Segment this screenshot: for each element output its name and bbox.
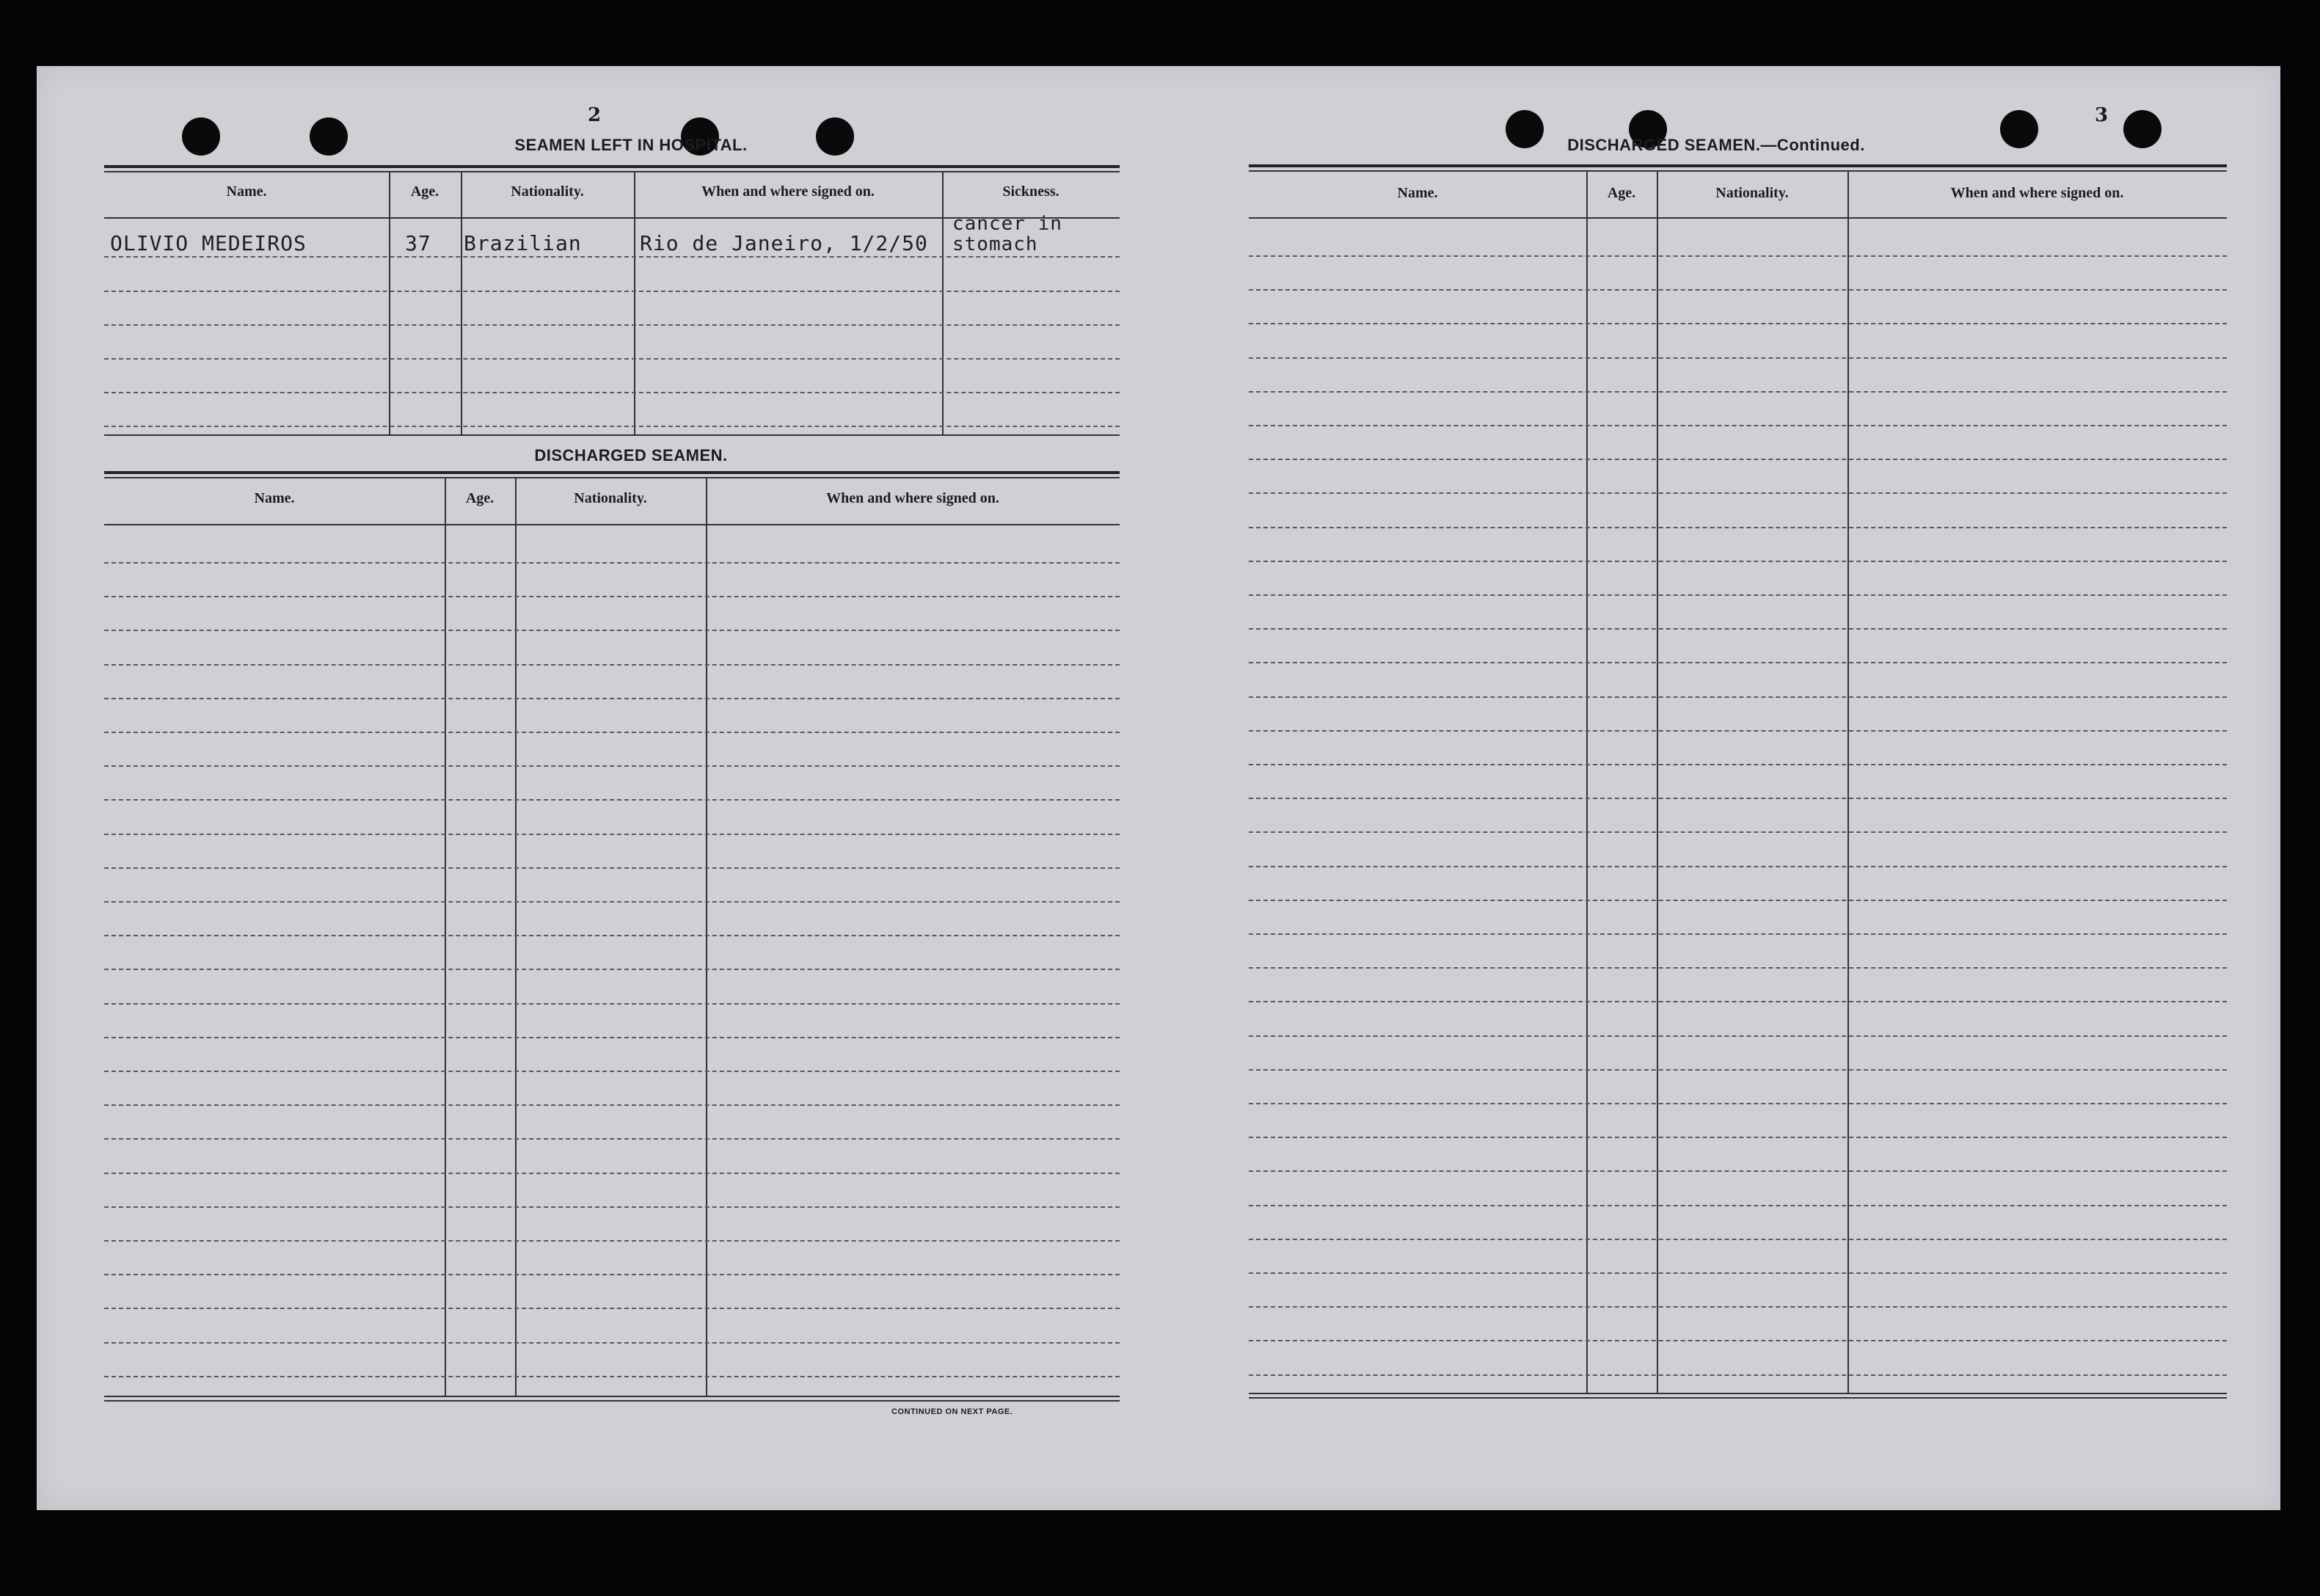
- col-header-sickness: Sickness.: [1002, 183, 1059, 200]
- row-line: [1249, 255, 2227, 257]
- ledger-sheet: [37, 66, 2280, 1510]
- row-line: [104, 834, 1120, 835]
- row-line: [104, 1240, 1120, 1242]
- row-line: [104, 562, 1120, 564]
- left-page: [37, 66, 1159, 1510]
- row-line: [1249, 1239, 2227, 1240]
- row-line: [1249, 1170, 2227, 1172]
- row-line: [1249, 831, 2227, 833]
- row-line: [1249, 527, 2227, 528]
- punch-hole: [2000, 110, 2038, 148]
- row-line: [104, 1376, 1120, 1377]
- row-line: [1249, 594, 2227, 596]
- entry-nationality: Brazilian: [464, 231, 582, 255]
- row-line: [104, 1308, 1120, 1309]
- row-line: [1249, 933, 2227, 935]
- punch-hole: [2123, 110, 2162, 148]
- row-line: [104, 324, 1120, 326]
- row-line: [1249, 1001, 2227, 1002]
- row-line: [1249, 1306, 2227, 1308]
- entry-age: 37: [405, 231, 431, 255]
- row-line: [104, 1037, 1120, 1038]
- section-title-discharged: DISCHARGED SEAMEN.: [534, 446, 728, 464]
- column-divider: [1847, 172, 1849, 1393]
- column-divider: [942, 172, 944, 435]
- column-divider: [1657, 172, 1658, 1393]
- row-line: [104, 1342, 1120, 1344]
- column-divider: [706, 478, 707, 1396]
- header-underline: [104, 524, 1120, 525]
- col-header-signed-on: When and where signed on.: [701, 183, 875, 200]
- row-line: [104, 291, 1120, 292]
- page-number: 3: [2094, 104, 2109, 126]
- row-line: [104, 1104, 1120, 1106]
- table-top-rule: [104, 471, 1120, 474]
- row-line: [104, 765, 1120, 767]
- row-line: [104, 732, 1120, 733]
- row-line: [104, 1173, 1120, 1174]
- continued-note: CONTINUED ON NEXT PAGE.: [891, 1407, 1013, 1416]
- row-line: [1249, 798, 2227, 799]
- col-header-nationality: Nationality.: [1715, 185, 1789, 201]
- table-bottom-rule: [1249, 1397, 2227, 1399]
- col-header-signed-on: When and where signed on.: [1950, 185, 2124, 201]
- row-line: [1249, 900, 2227, 901]
- row-line: [1249, 1035, 2227, 1037]
- row-line: [1249, 459, 2227, 460]
- row-line: [1249, 1069, 2227, 1071]
- row-line: [104, 664, 1120, 666]
- table-bottom-rule: [1249, 1393, 2227, 1394]
- entry-name: OLIVIO MEDEIROS: [110, 231, 307, 255]
- row-line: [104, 358, 1120, 360]
- row-line: [1249, 628, 2227, 630]
- row-line: [104, 256, 1120, 258]
- row-line: [1249, 1272, 2227, 1274]
- table-top-rule: [104, 171, 1120, 172]
- column-divider: [445, 478, 446, 1396]
- section-title-discharged-continued: DISCHARGED SEAMEN.—Continued.: [1567, 136, 1865, 154]
- row-line: [1249, 425, 2227, 426]
- row-line: [104, 698, 1120, 699]
- punch-hole: [310, 117, 348, 156]
- row-line: [104, 596, 1120, 597]
- page-number: 2: [587, 104, 602, 126]
- punch-hole: [182, 117, 220, 156]
- col-header-age: Age.: [1607, 185, 1636, 201]
- col-header-age: Age.: [410, 183, 439, 200]
- row-line: [1249, 1205, 2227, 1206]
- col-header-name: Name.: [254, 490, 295, 506]
- column-divider: [515, 478, 517, 1396]
- col-header-name: Name.: [226, 183, 267, 200]
- row-line: [1249, 764, 2227, 765]
- right-page: [1159, 66, 2280, 1510]
- row-line: [1249, 866, 2227, 867]
- row-line: [1249, 1137, 2227, 1138]
- col-header-age: Age.: [465, 490, 495, 506]
- section-title-hospital: SEAMEN LEFT IN HOSPITAL.: [514, 136, 748, 154]
- row-line: [104, 1138, 1120, 1140]
- col-header-nationality: Nationality.: [574, 490, 647, 506]
- header-underline: [1249, 217, 2227, 219]
- table-bottom-rule: [104, 1396, 1120, 1397]
- row-line: [104, 867, 1120, 869]
- row-line: [1249, 357, 2227, 359]
- row-line: [1249, 696, 2227, 698]
- row-line: [104, 1071, 1120, 1072]
- row-line: [1249, 1374, 2227, 1376]
- table-top-rule: [1249, 170, 2227, 172]
- row-line: [104, 426, 1120, 427]
- row-line: [1249, 1340, 2227, 1341]
- column-divider: [634, 172, 635, 435]
- row-line: [1249, 289, 2227, 291]
- row-line: [104, 392, 1120, 393]
- row-line: [1249, 323, 2227, 324]
- row-line: [1249, 730, 2227, 732]
- row-line: [104, 1206, 1120, 1208]
- row-line: [104, 901, 1120, 903]
- row-line: [1249, 492, 2227, 494]
- col-header-nationality: Nationality.: [511, 183, 584, 200]
- col-header-signed-on: When and where signed on.: [826, 490, 999, 506]
- col-header-name: Name.: [1397, 185, 1438, 201]
- row-line: [1249, 391, 2227, 393]
- row-line: [1249, 662, 2227, 663]
- row-line: [1249, 967, 2227, 969]
- table-top-rule: [104, 477, 1120, 478]
- row-line: [104, 1003, 1120, 1005]
- table-top-rule: [1249, 164, 2227, 167]
- row-line: [104, 935, 1120, 936]
- entry-signed-on: Rio de Janeiro, 1/2/50: [640, 231, 928, 255]
- row-line: [1249, 1103, 2227, 1104]
- column-divider: [389, 172, 390, 435]
- table-top-rule: [104, 165, 1120, 168]
- table-bottom-rule: [104, 434, 1120, 436]
- row-line: [104, 630, 1120, 631]
- row-line: [104, 1274, 1120, 1275]
- entry-sickness: stomach: [952, 233, 1038, 255]
- row-line: [1249, 561, 2227, 562]
- entry-sickness: cancer in: [952, 213, 1062, 235]
- column-divider: [1586, 172, 1588, 1393]
- row-line: [104, 799, 1120, 801]
- column-divider: [461, 172, 462, 435]
- row-line: [104, 969, 1120, 970]
- table-bottom-rule: [104, 1400, 1120, 1402]
